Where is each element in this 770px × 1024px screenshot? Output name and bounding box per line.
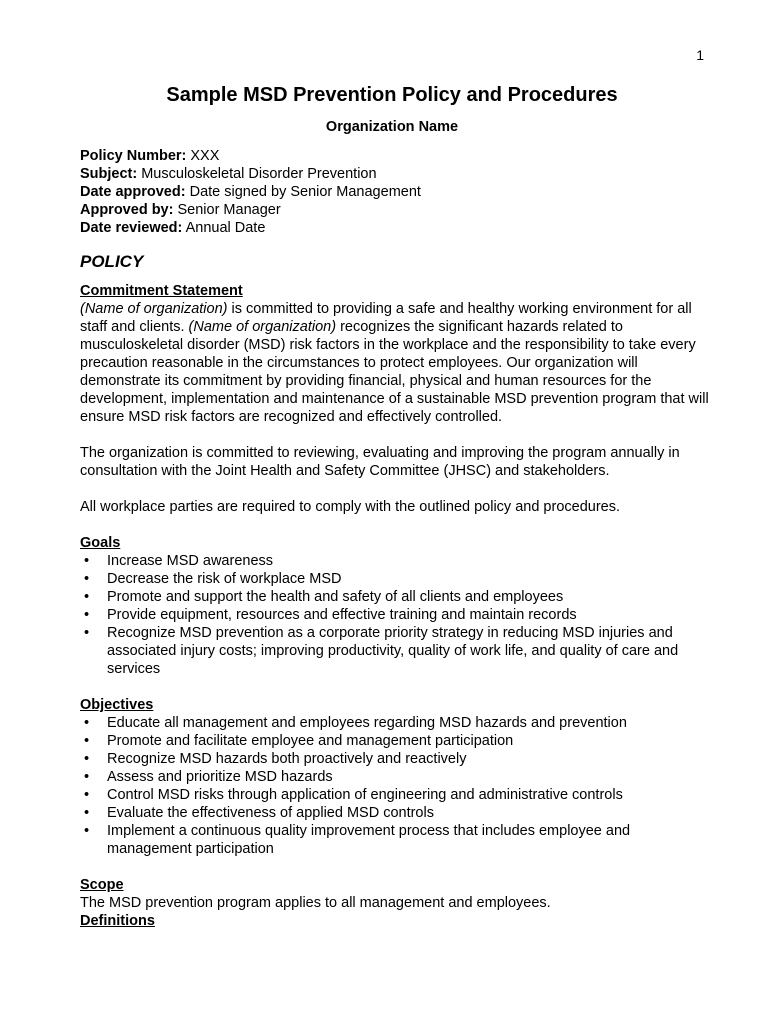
list-item-text: Promote and support the health and safety of all clients and employees: [107, 589, 564, 605]
goals-list: [80, 552, 710, 678]
meta-date-approved: [80, 183, 710, 201]
bullet-icon: •: [84, 625, 90, 641]
page-number: 1: [696, 47, 704, 63]
list-item: [80, 732, 710, 750]
meta-value: Musculoskeletal Disorder Prevention: [137, 166, 377, 182]
commitment-text: is committed to providing a safe and healthy working environment for all staff and clients.: [80, 301, 692, 335]
organization-name: Organization Name: [325, 119, 459, 135]
meta-value: Date signed by Senior Management: [185, 184, 421, 200]
meta-label: Policy Number:: [80, 148, 187, 164]
objectives-heading: Objectives: [80, 697, 154, 713]
meta-label: Date reviewed:: [80, 220, 183, 236]
bullet-icon: •: [84, 805, 90, 821]
meta-label: Date approved:: [80, 184, 186, 200]
bullet-icon: •: [84, 571, 90, 587]
list-item: [80, 714, 710, 732]
commitment-heading: Commitment Statement: [80, 283, 243, 299]
policy-metadata: [80, 147, 710, 237]
org-placeholder: (Name of organization): [188, 319, 337, 335]
definitions-heading: Definitions: [80, 913, 155, 929]
list-item: [80, 570, 710, 588]
list-item: [80, 750, 710, 768]
list-item-text: Provide equipment, resources and effective training and maintain records: [107, 607, 577, 623]
list-item-text: Implement a continuous quality improvement process that includes employee and management participation: [107, 823, 631, 857]
meta-date-reviewed: [80, 219, 710, 237]
meta-value: Annual Date: [182, 220, 266, 236]
bullet-icon: •: [84, 823, 90, 839]
meta-policy-number: [80, 147, 710, 165]
scope-text: The MSD prevention program applies to all management and employees.: [80, 895, 551, 911]
bullet-icon: •: [84, 733, 90, 749]
meta-value: Senior Manager: [173, 202, 281, 218]
list-item-text: Evaluate the effectiveness of applied MSD controls: [107, 805, 434, 821]
scope-heading: Scope: [80, 877, 124, 893]
org-placeholder: (Name of organization): [80, 301, 228, 317]
bullet-icon: •: [84, 607, 90, 623]
commitment-paragraph-2: The organization is committed to reviewing, evaluating and improving the program annually in consultation with the Joint Health and Safety Committee (JHSC) and stakeholders.: [80, 445, 680, 479]
list-item-text: Promote and facilitate employee and management participation: [107, 733, 514, 749]
bullet-icon: •: [84, 787, 90, 803]
list-item-text: Recognize MSD hazards both proactively and reactively: [107, 751, 467, 767]
meta-value: XXX: [186, 148, 220, 164]
bullet-icon: •: [84, 715, 90, 731]
list-item: [80, 768, 710, 786]
list-item: [80, 588, 710, 606]
list-item-text: Educate all management and employees regarding MSD hazards and prevention: [107, 715, 627, 731]
commitment-paragraph-3: All workplace parties are required to comply with the outlined policy and procedures.: [80, 499, 621, 515]
meta-label: Approved by:: [80, 202, 174, 218]
list-item-text: Control MSD risks through application of engineering and administrative controls: [107, 787, 623, 803]
bullet-icon: •: [84, 751, 90, 767]
commitment-paragraph-1: [80, 300, 710, 426]
meta-label: Subject:: [80, 166, 138, 182]
bullet-icon: •: [84, 553, 90, 569]
bullet-icon: •: [84, 769, 90, 785]
list-item-text: Decrease the risk of workplace MSD: [107, 571, 342, 587]
list-item-text: Assess and prioritize MSD hazards: [107, 769, 333, 785]
list-item-text: Increase MSD awareness: [107, 553, 274, 569]
objectives-list: [80, 714, 710, 858]
list-item: [80, 822, 710, 858]
list-item: [80, 804, 710, 822]
bullet-icon: •: [84, 589, 90, 605]
meta-approved-by: [80, 201, 710, 219]
list-item-text: Recognize MSD prevention as a corporate priority strategy in reducing MSD injuries and associated injury costs; improving productivity, quality of work life, and quality of care and services: [107, 625, 679, 677]
meta-subject: [80, 165, 710, 183]
commitment-text: recognizes the significant hazards related to musculoskeletal disorder (MSD) risk factors in the workplace and the responsibility to take every precaution reasonable in the circumstances to protect employees. Our organization will demonstrate its commitment by providing financial, physical and human resources for the development, implementation and maintenance of a sustainable MSD prevention program that will ensure MSD risk factors are recognized and effectively controlled.: [80, 319, 709, 425]
document-body: [80, 147, 710, 930]
policy-heading: POLICY: [80, 252, 144, 271]
goals-heading: Goals: [80, 535, 121, 551]
list-item: [80, 606, 710, 624]
list-item: [80, 552, 710, 570]
list-item: [80, 624, 710, 678]
list-item: [80, 786, 710, 804]
document-title: Sample MSD Prevention Policy and Procedures: [166, 84, 618, 106]
